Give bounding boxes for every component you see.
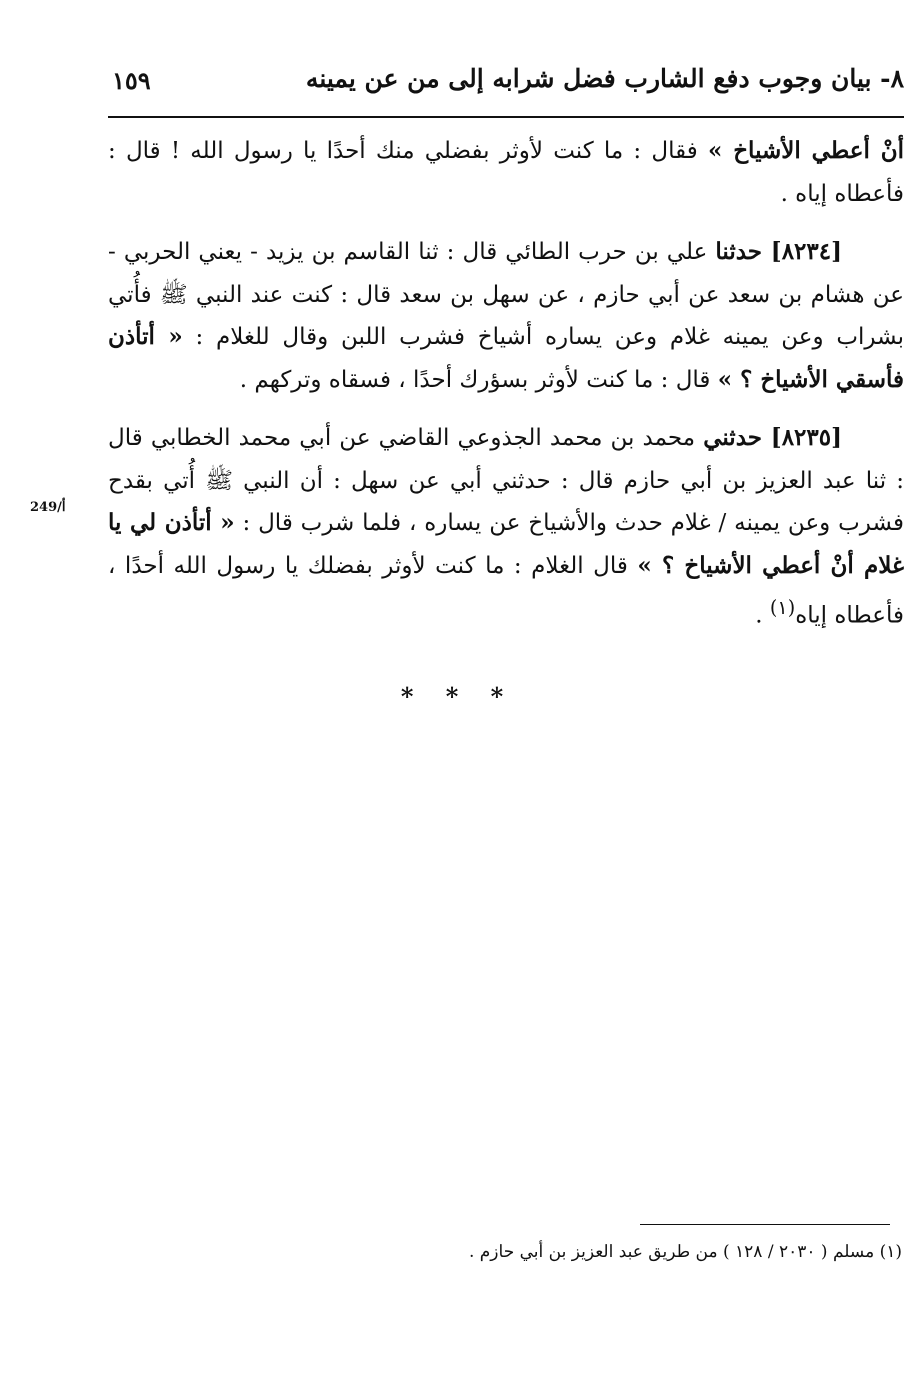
main-text: [108, 130, 904, 637]
quote-bold: « أتأذن لي يا غلام أنْ أعطي الأشياخ ؟ »: [108, 509, 904, 579]
hadith-number: [٨٢٣٤]: [770, 238, 842, 265]
paragraph-end: .: [755, 602, 770, 629]
paragraph-text: قال الغلام : ما كنت لأوثر بفضلك يا رسول الله أحدًا ، فأعطاه إياه: [108, 552, 904, 629]
quote-bold: أنْ أعطي الأشياخ »: [707, 137, 905, 164]
footnote-ref[interactable]: (١): [769, 596, 796, 619]
hadith-8234: [108, 231, 904, 401]
haddath-word: حدثنا: [715, 238, 771, 265]
header-rule: [108, 116, 904, 118]
hadith-8235: [108, 417, 904, 637]
paragraph-text: قال : ما كنت لأوثر بسؤرك أحدًا ، فسقاه وتركهم .: [239, 366, 718, 393]
page-header: [108, 60, 904, 104]
hadith-number: [٨٢٣٥]: [770, 424, 842, 451]
quote-bold: « أتأذن فأسقي الأشياخ ؟ »: [108, 323, 904, 393]
footnote-rule: [640, 1224, 890, 1225]
footnote: (١) مسلم ( ٢٠٣٠ / ١٢٨ ) من طريق عبد العزيز بن أبي حازم .: [468, 1242, 902, 1262]
isnad-text: محمد بن محمد الجذوعي القاضي عن أبي محمد الخطابي قال : ثنا عبد العزيز بن أبي حازم قال : حدثني أبي عن سهل : أن النبي ﷺ أُتي بقدح فشرب وعن يمينه / غلام حدث والأشياخ عن يساره ، فلما شرب قال :: [108, 425, 904, 536]
haddath-word: حدثني: [703, 424, 771, 451]
manuscript-folio-note: 249/أ: [30, 500, 66, 515]
paragraph-text: فقال : ما كنت لأوثر بفضلي منك أحدًا يا رسول الله ! قال : فأعطاه إياه .: [108, 138, 904, 207]
isnad-text: علي بن حرب الطائي قال : ثنا القاسم بن يزيد - يعني الحربي - عن هشام بن سعد عن أبي حازم ، عن سهل بن سعد قال : كنت عند النبي ﷺ فأُتي بشراب وعن يمينه غلام وعن يساره أشياخ فشرب اللبن وقال للغلام :: [108, 239, 904, 350]
section-divider: * * *: [400, 682, 516, 711]
chapter-title: ٨- بيان وجوب دفع الشارب فضل شرابه إلى من عن يمينه: [305, 64, 904, 93]
paragraph-continuation: [108, 130, 904, 215]
page-number: ١٥٩: [112, 66, 151, 95]
